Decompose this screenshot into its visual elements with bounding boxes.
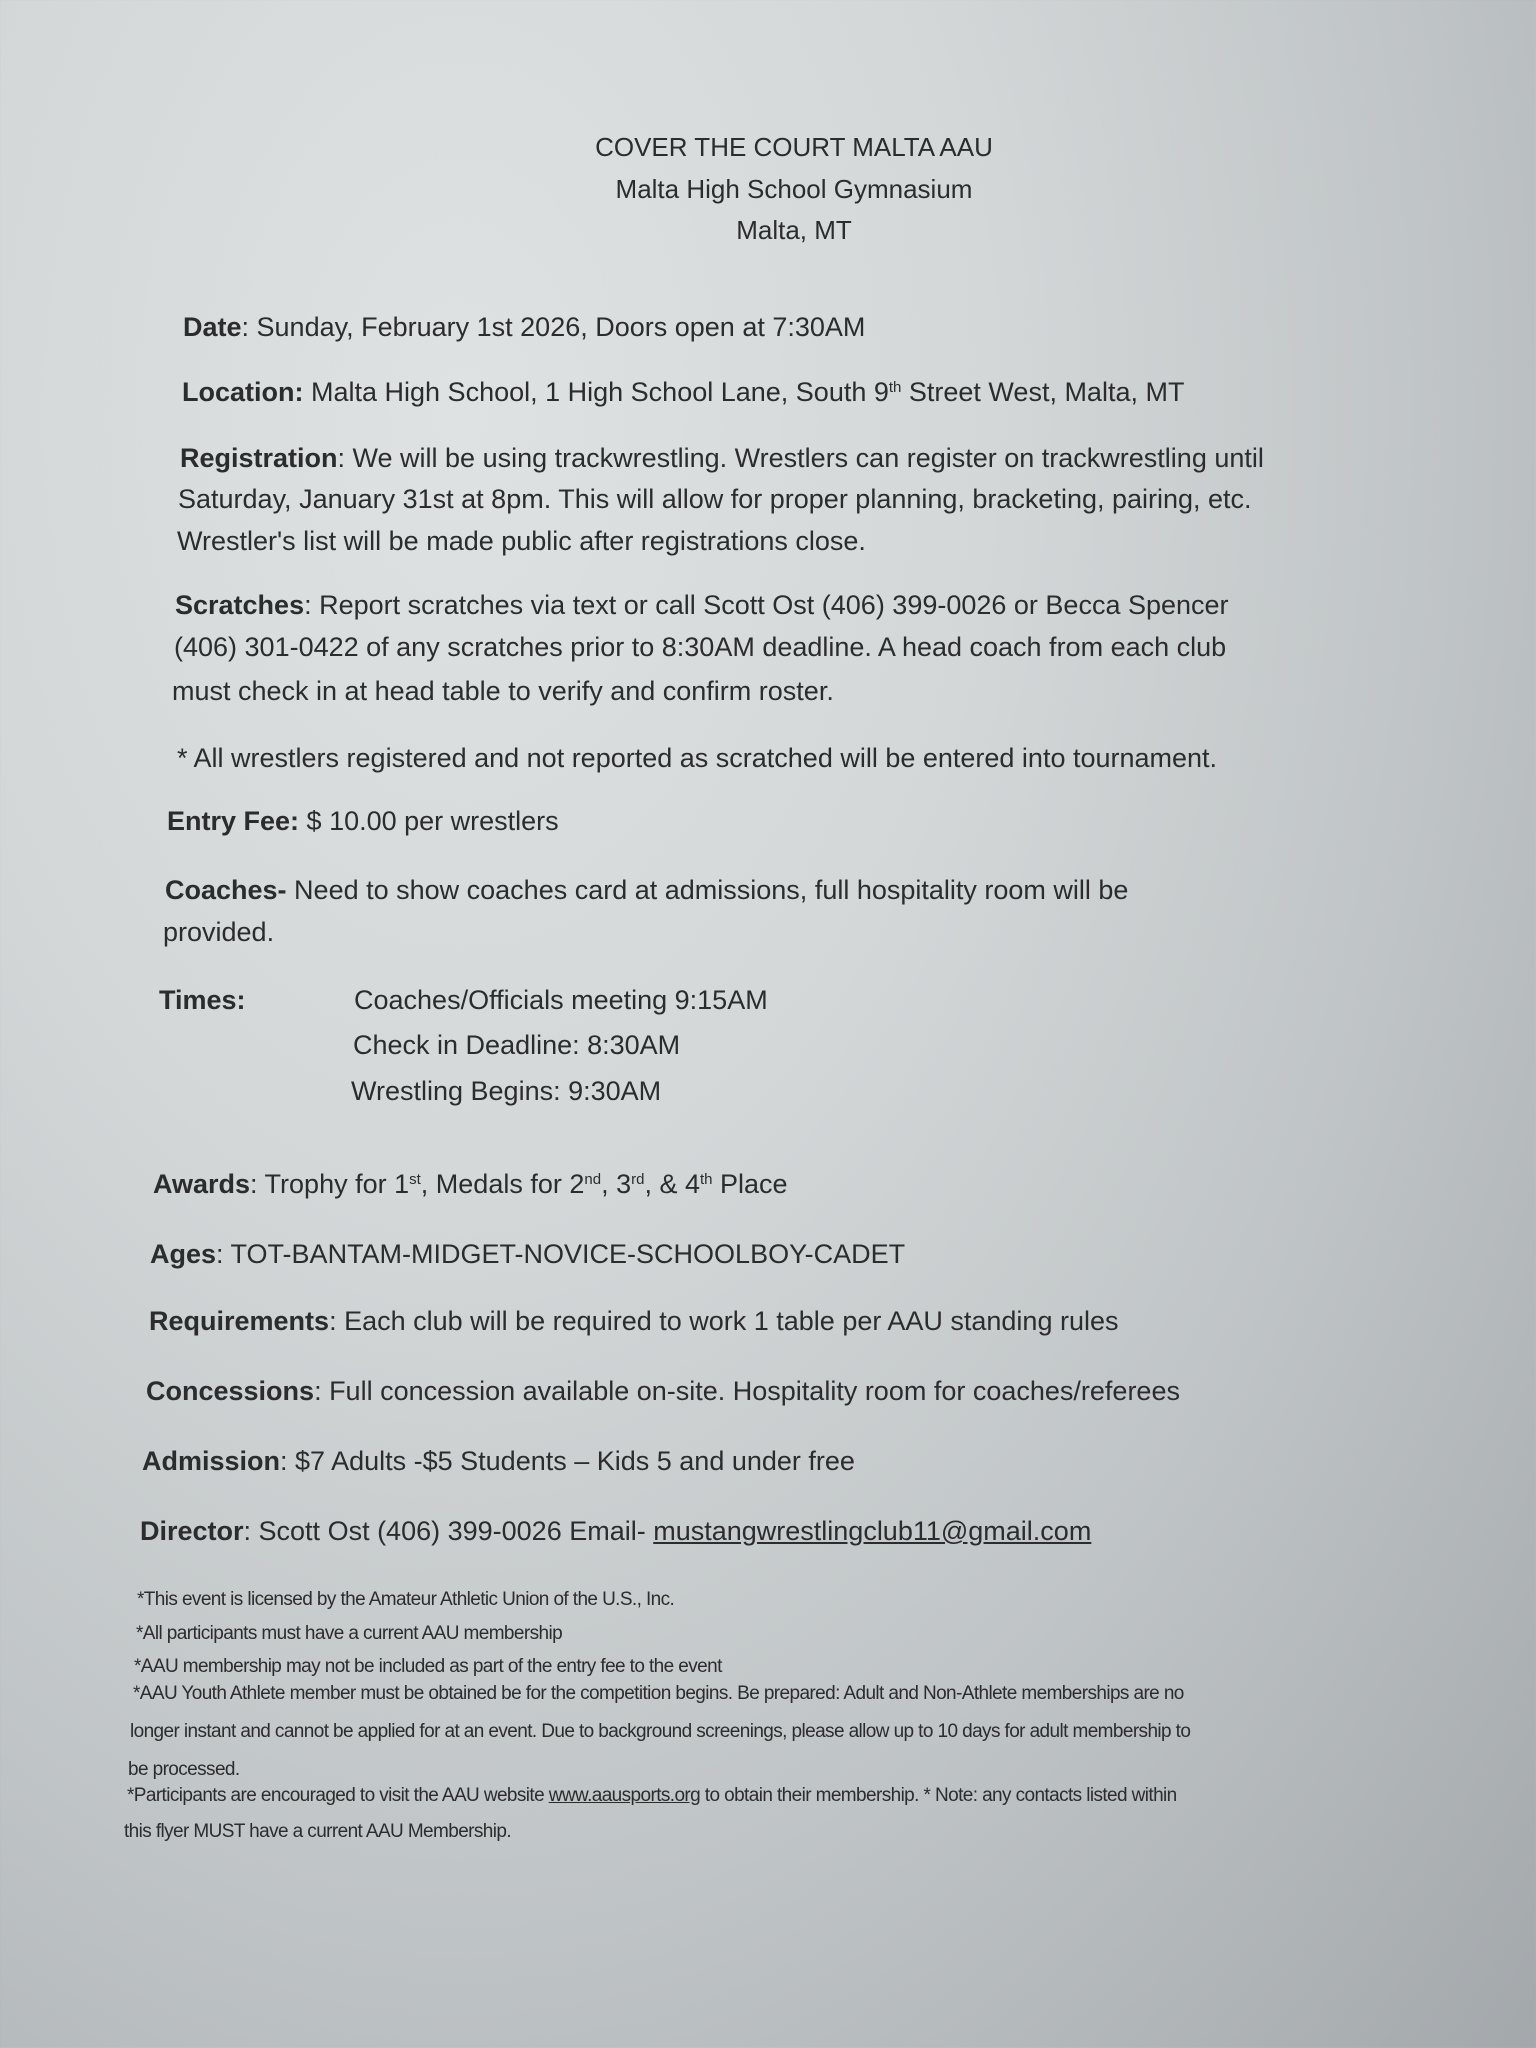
event-venue: Malta High School Gymnasium — [615, 174, 973, 204]
fine-print-2: *All participants must have a current AAU membership — [136, 1623, 563, 1644]
fine-print-6: be processed. — [128, 1759, 240, 1780]
fine-print-5: longer instant and cannot be applied for at an event. Due to background screenings, please allow up to 10 days for adult membership to — [130, 1721, 1191, 1742]
fine-print-7: *Participants are encouraged to visit the AAU website www.aausports.org to obtain their membership. * Note: any contacts listed within — [127, 1785, 1177, 1806]
scratches-line-2: (406) 301-0422 of any scratches prior to 8:30AM deadline. A head coach from each club — [174, 632, 1227, 662]
ages-line: Ages: TOT-BANTAM-MIDGET-NOVICE-SCHOOLBOY-CADET — [150, 1239, 906, 1269]
requirements-line: Requirements: Each club will be required to work 1 table per AAU standing rules — [149, 1306, 1119, 1336]
scratches-line-1: Scratches: Report scratches via text or call Scott Ost (406) 399-0026 or Becca Spencer — [175, 590, 1229, 620]
coaches-line-2: provided. — [163, 917, 275, 947]
time-item: Wrestling Begins: 9:30AM — [351, 1076, 662, 1106]
registration-line-3: Wrestler's list will be made public after registrations close. — [177, 526, 866, 556]
fine-print-4: *AAU Youth Athlete member must be obtained be for the competition begins. Be prepared: Adult and Non-Athlete memberships are no — [133, 1683, 1184, 1704]
registration-line-1: Registration: We will be using trackwrestling. Wrestlers can register on trackwrestling until — [180, 443, 1264, 473]
fine-print-3: *AAU membership may not be included as part of the entry fee to the event — [134, 1656, 722, 1677]
event-city: Malta, MT — [736, 215, 852, 245]
fine-print-8: this flyer MUST have a current AAU Membership. — [124, 1821, 512, 1842]
entry-fee-line: Entry Fee: $ 10.00 per wrestlers — [167, 806, 559, 836]
concessions-line: Concessions: Full concession available on-site. Hospitality room for coaches/referees — [146, 1376, 1180, 1406]
event-title: COVER THE COURT MALTA AAU — [595, 132, 993, 162]
director-line: Director: Scott Ost (406) 399-0026 Email- mustangwrestlingclub11@gmail.com — [140, 1516, 1092, 1546]
time-item: Coaches/Officials meeting 9:15AM — [354, 985, 768, 1015]
awards-line: Awards: Trophy for 1st, Medals for 2nd, 3rd, & 4th Place — [153, 1169, 788, 1199]
director-email-link[interactable]: mustangwrestlingclub11@gmail.com — [653, 1516, 1092, 1546]
times-label: Times: — [159, 985, 246, 1015]
scratches-line-3: must check in at head table to verify and confirm roster. — [172, 676, 834, 706]
time-item: Check in Deadline: 8:30AM — [353, 1030, 681, 1060]
location-line: Location: Malta High School, 1 High School Lane, South 9th Street West, Malta, MT — [182, 377, 1185, 407]
aau-website-link[interactable]: www.aausports.org — [548, 1785, 701, 1806]
registration-line-2: Saturday, January 31st at 8pm. This will allow for proper planning, bracketing, pairing, etc. — [178, 484, 1252, 514]
fine-print-1: *This event is licensed by the Amateur Athletic Union of the U.S., Inc. — [137, 1589, 675, 1610]
coaches-line-1: Coaches- Need to show coaches card at admissions, full hospitality room will be — [165, 875, 1129, 905]
date-line: Date: Sunday, February 1st 2026, Doors open at 7:30AM — [183, 312, 866, 342]
admission-line: Admission: $7 Adults -$5 Students – Kids 5 and under free — [142, 1446, 855, 1476]
scratch-note: * All wrestlers registered and not reported as scratched will be entered into tournament. — [177, 743, 1218, 773]
